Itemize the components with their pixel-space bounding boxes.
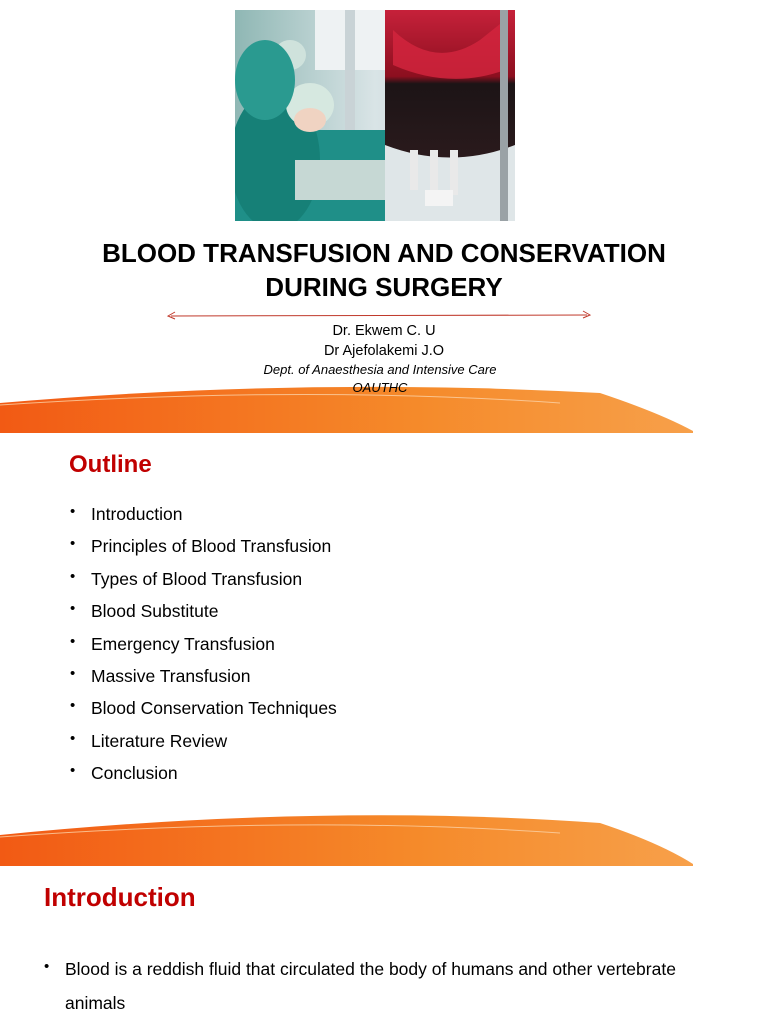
list-item: • Massive Transfusion [70,664,337,696]
orange-swoosh [0,811,768,866]
title-divider [165,309,593,321]
author-1: Dr. Ekwem C. U [332,323,436,339]
outline-heading: Outline [69,451,152,478]
list-item: • Emergency Transfusion [70,632,337,664]
intro-bullet-list [44,952,684,1020]
list-item: • Types of Blood Transfusion [70,567,337,599]
outline-list [70,502,337,794]
introduction-slide [0,866,768,1024]
department: Dept. of Anaesthesia and Intensive Care [263,362,497,377]
institution: OAUTHC [352,380,408,395]
surgery-blood-bag-photo [235,10,515,221]
title-slide [0,0,768,433]
list-item: • Introduction [70,502,337,534]
title-line-2: DURING SURGERY [265,272,503,302]
introduction-heading: Introduction [44,882,196,912]
list-item: • Blood is a reddish fluid that circulated the body of humans and other vertebrate animals [44,952,684,1020]
list-item: • Blood Conservation Techniques [70,696,337,728]
title-line-1: BLOOD TRANSFUSION AND CONSERVATION [102,238,666,268]
list-item: • Literature Review [70,729,337,761]
list-item: • Conclusion [70,761,337,793]
list-item: • Principles of Blood Transfusion [70,534,337,566]
outline-slide [0,433,768,866]
author-2: Dr Ajefolakemi J.O [323,343,445,359]
list-item: • Blood Substitute [70,599,337,631]
